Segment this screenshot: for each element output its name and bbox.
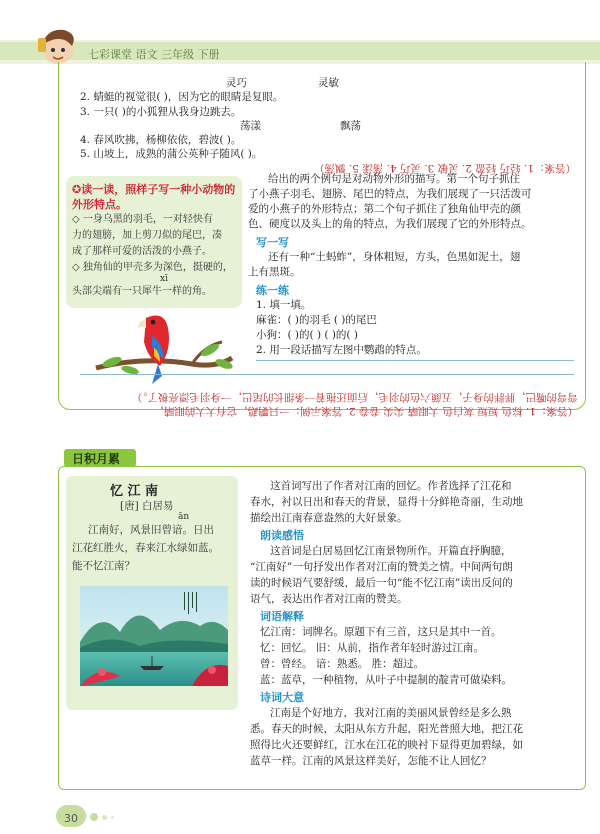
vocab-2: 忆：回忆。 旧：从前，指作者年轻时游过江南。: [260, 642, 484, 654]
reading-3: 读的时候语气要舒缓，最后一句“能不忆江南”读出反问的: [250, 577, 513, 589]
intro-3: 描绘出江南春意盎然的大好景象。: [250, 512, 408, 524]
dot-decoration: [102, 815, 107, 820]
meaning-heading: 诗词大意: [260, 691, 304, 704]
page-number: 30: [64, 812, 78, 825]
option-3: 荡漾: [240, 120, 261, 132]
practice-heading: 练一练: [256, 284, 289, 297]
intro-1: 这首词写出了作者对江南的回忆。作者选择了江花和: [270, 480, 512, 492]
answer-bottom-line-1: 弯弯的嘴巴，胖胖的身子，五颜六色的羽毛，后面还拖着一条细长的尾巴，一身羽毛漂亮极了。）: [131, 391, 578, 403]
intro-2: 春水，衬以日出和春天的背景，显得十分鲜艳奇丽，生动地: [250, 496, 523, 508]
vocab-1: 忆江南：词牌名。原题下有三首，这只是其中一首。: [260, 626, 502, 638]
analysis-p3: 爱的小燕子的外形特点；第二个句子抓住了独角仙甲壳的颜: [248, 203, 521, 215]
fill-title: 1. 填一填。: [256, 299, 312, 311]
fill-dog: 小狗：( )的( ) ( )的( ): [256, 329, 358, 341]
reading-4: 语气，表达出作者对江南的赞美。: [250, 593, 408, 605]
question-4: 4. 春风吹拂，杨柳依依，碧波( )。: [80, 134, 242, 146]
meaning-2: 悉。春天的时候，太阳从东方升起，阳光普照大地，把江花: [250, 723, 523, 735]
poem-line-2: 江花红胜火，春来江水绿如蓝。: [72, 542, 219, 554]
answer-line-1: [256, 360, 574, 361]
reading-2: “江南好”一句抒发出作者对江南的赞美之情。中间两句朗: [250, 561, 513, 573]
analysis-p1: 给出的两个例句是对动物外形的描写。第一个句子抓住: [268, 173, 520, 185]
answer-key-upside-down: （答案：1. 轻巧 轻盈 2. 灵敏 3. 灵巧 4. 荡漾 5. 飘荡）: [314, 162, 576, 174]
vocab-heading: 词语解释: [260, 610, 304, 623]
answer-bottom-line-2: （答案：1. 棕色 短短 灰白色 大眼睛 尖尖 卷卷 2. 答案示例：一只鹦鹉，它有大大的眼睛，: [153, 405, 578, 417]
fill-sparrow: 麻雀：( )的羽毛 ( )的尾巴: [256, 314, 377, 326]
read-line-1: ◇ 一身乌黑的羽毛，一对轻快有: [72, 214, 213, 225]
answer-line-2: [80, 374, 574, 375]
pinyin-xi: xī: [160, 274, 168, 284]
poem-pinyin: ān: [178, 512, 190, 522]
write-line-1: 还有一种“土蚂蚱”，身体粗短，方头，色黑如泥土，翅: [268, 251, 521, 263]
write-line-2: 上有黑斑。: [248, 266, 301, 278]
dot-decoration: [111, 816, 114, 819]
meaning-3: 照得比火还要鲜红，江水在江花的映衬下显得更加碧绿，如: [250, 739, 523, 751]
header-title: 七彩课堂 语文 三年级 下册: [88, 48, 220, 61]
reading-heading: 朗读感悟: [260, 529, 304, 542]
vocab-3: 曾：曾经。 谙：熟悉。 胜：超过。: [260, 658, 425, 670]
question-3: 3. 一只( )的小狐狸从我身边跳去。: [80, 106, 242, 118]
poem-line-3: 能不忆江南？: [72, 560, 135, 572]
analysis-p4: 色、硬度以及头上的角的特点，为我们展现了它的外形特点。: [248, 218, 532, 230]
dot-decoration: [90, 813, 98, 821]
meaning-1: 江南是个好地方，我对江南的美丽风景曾经是多么熟: [270, 707, 512, 719]
read-line-2: 力的翅膀，加上剪刀似的尾巴，凑: [72, 230, 222, 241]
read-line-5: 头部尖端有一只犀牛一样的角。: [72, 286, 212, 297]
option-2: 灵敏: [318, 77, 339, 89]
jiangnan-painting: [80, 586, 228, 686]
star-icon: ✪: [72, 183, 82, 196]
riji-label: 日积月累: [72, 452, 121, 466]
task-2: 2. 用一段话描写左图中鹦鹉的特点。: [256, 344, 427, 356]
poem-title: 忆 江 南: [110, 484, 159, 499]
write-heading: 写一写: [256, 236, 289, 249]
read-line-4: ◇ 独角仙的甲壳多为深色，挺硬的，: [72, 262, 233, 273]
meaning-4: 蓝草一样。江南的风景这样美好，怎能不让人回忆？: [250, 755, 492, 767]
read-line-3: 成了那样可爱的活泼的小燕子。: [72, 246, 212, 257]
poem-author: [唐] 白居易: [120, 500, 174, 512]
poem-line-1: 江南好，风景旧曾谙。日出: [88, 524, 214, 536]
analysis-p2: 了小燕子羽毛、翅膀、尾巴的特点，为我们展现了一只活泼可: [248, 188, 532, 200]
vocab-4: 蓝：蓝草，一种植物，从叶子中提制的靛青可做染料。: [260, 674, 512, 686]
reading-1: 这首词是白居易回忆江南景物所作。开篇直抒胸臆，: [270, 545, 512, 557]
option-4: 飘荡: [340, 120, 361, 132]
question-2: 2. 蜻蜓的视觉很( )，因为它的眼睛是复眼。: [80, 91, 284, 103]
option-1: 灵巧: [226, 77, 247, 89]
question-5: 5. 山坡上，成熟的蒲公英种子随风( )。: [80, 148, 263, 160]
read-box-title: ✪读一读，照样子写一种小动物的外形特点。: [72, 183, 236, 211]
